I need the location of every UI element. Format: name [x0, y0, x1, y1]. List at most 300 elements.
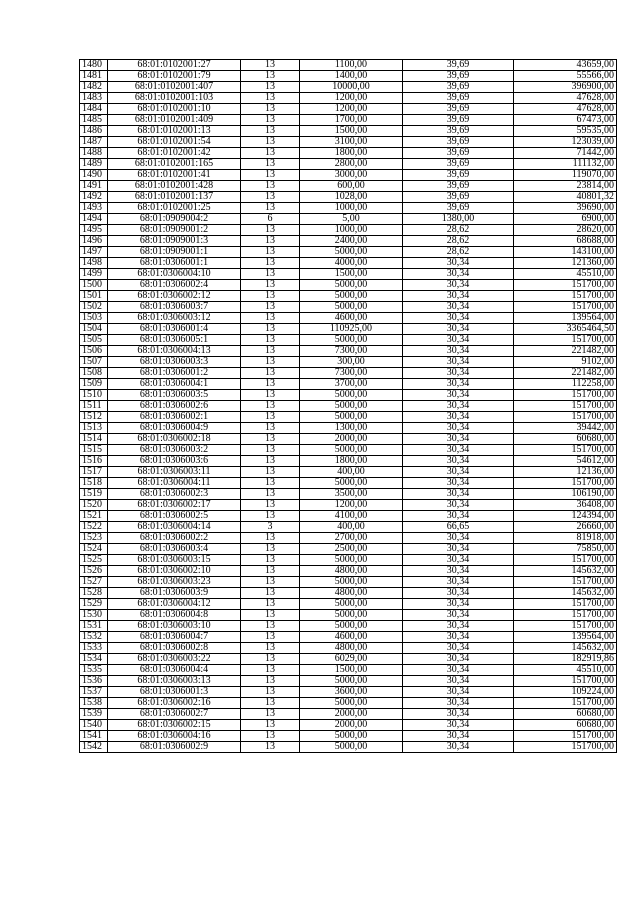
table-row — [80, 742, 617, 753]
rate-cell: 39,69 — [403, 126, 514, 137]
rate-cell: 30,34 — [403, 478, 514, 489]
area-cell: 4000,00 — [300, 258, 403, 269]
value-cell: 109224,00 — [514, 687, 617, 698]
rate-cell: 39,69 — [403, 203, 514, 214]
cadastral-number-cell: 68:01:0306003:23 — [108, 577, 241, 588]
table-row — [80, 577, 617, 588]
rate-cell: 30,34 — [403, 357, 514, 368]
value-cell: 151700,00 — [514, 555, 617, 566]
table-row — [80, 687, 617, 698]
area-cell: 1028,00 — [300, 192, 403, 203]
rate-cell: 39,69 — [403, 148, 514, 159]
row-number-cell: 1502 — [80, 302, 108, 313]
cadastral-number-cell: 68:01:0306002:6 — [108, 401, 241, 412]
category-code-cell: 13 — [241, 115, 300, 126]
cadastral-number-cell: 68:01:0306003:5 — [108, 390, 241, 401]
cadastral-number-cell: 68:01:0306005:1 — [108, 335, 241, 346]
cadastral-number-cell: 68:01:0306001:1 — [108, 258, 241, 269]
area-cell: 2000,00 — [300, 709, 403, 720]
rate-cell: 30,34 — [403, 401, 514, 412]
row-number-cell: 1480 — [80, 60, 108, 71]
value-cell: 182919,86 — [514, 654, 617, 665]
row-number-cell: 1541 — [80, 731, 108, 742]
value-cell: 151700,00 — [514, 412, 617, 423]
area-cell: 110925,00 — [300, 324, 403, 335]
table-row — [80, 610, 617, 621]
table-row — [80, 170, 617, 181]
category-code-cell: 13 — [241, 698, 300, 709]
category-code-cell: 13 — [241, 357, 300, 368]
category-code-cell: 13 — [241, 203, 300, 214]
rate-cell: 30,34 — [403, 467, 514, 478]
area-cell: 600,00 — [300, 181, 403, 192]
rate-cell: 39,69 — [403, 170, 514, 181]
category-code-cell: 13 — [241, 566, 300, 577]
row-number-cell: 1526 — [80, 566, 108, 577]
category-code-cell: 13 — [241, 93, 300, 104]
value-cell: 151700,00 — [514, 621, 617, 632]
rate-cell: 1380,00 — [403, 214, 514, 225]
rate-cell: 30,34 — [403, 335, 514, 346]
value-cell: 68688,00 — [514, 236, 617, 247]
category-code-cell: 13 — [241, 236, 300, 247]
row-number-cell: 1481 — [80, 71, 108, 82]
cadastral-number-cell: 68:01:0306002:8 — [108, 643, 241, 654]
row-number-cell: 1538 — [80, 698, 108, 709]
cadastral-number-cell: 68:01:0306002:15 — [108, 720, 241, 731]
category-code-cell: 13 — [241, 731, 300, 742]
cadastral-number-cell: 68:01:0102001:41 — [108, 170, 241, 181]
row-number-cell: 1516 — [80, 456, 108, 467]
category-code-cell: 13 — [241, 709, 300, 720]
table-row — [80, 731, 617, 742]
rate-cell: 39,69 — [403, 104, 514, 115]
category-code-cell: 13 — [241, 588, 300, 599]
table-row — [80, 456, 617, 467]
value-cell: 106190,00 — [514, 489, 617, 500]
row-number-cell: 1518 — [80, 478, 108, 489]
rate-cell: 30,34 — [403, 302, 514, 313]
category-code-cell: 3 — [241, 522, 300, 533]
rate-cell: 39,69 — [403, 137, 514, 148]
table-row — [80, 522, 617, 533]
table-row — [80, 588, 617, 599]
cadastral-number-cell: 68:01:0102001:42 — [108, 148, 241, 159]
rate-cell: 30,34 — [403, 324, 514, 335]
table-row — [80, 60, 617, 71]
cadastral-number-cell: 68:01:0102001:13 — [108, 126, 241, 137]
row-number-cell: 1506 — [80, 346, 108, 357]
value-cell: 151700,00 — [514, 478, 617, 489]
cadastral-number-cell: 68:01:0909001:1 — [108, 247, 241, 258]
category-code-cell: 13 — [241, 258, 300, 269]
area-cell: 5000,00 — [300, 412, 403, 423]
row-number-cell: 1496 — [80, 236, 108, 247]
value-cell: 75850,00 — [514, 544, 617, 555]
cadastral-number-cell: 68:01:0102001:428 — [108, 181, 241, 192]
table-row — [80, 82, 617, 93]
row-number-cell: 1530 — [80, 610, 108, 621]
area-cell: 3600,00 — [300, 687, 403, 698]
value-cell: 39442,00 — [514, 423, 617, 434]
table-row — [80, 258, 617, 269]
category-code-cell: 13 — [241, 654, 300, 665]
area-cell: 5,00 — [300, 214, 403, 225]
table-body — [80, 60, 617, 753]
category-code-cell: 13 — [241, 126, 300, 137]
category-code-cell: 13 — [241, 335, 300, 346]
area-cell: 5000,00 — [300, 401, 403, 412]
area-cell: 5000,00 — [300, 676, 403, 687]
category-code-cell: 13 — [241, 390, 300, 401]
area-cell: 1400,00 — [300, 71, 403, 82]
area-cell: 4800,00 — [300, 643, 403, 654]
rate-cell: 30,34 — [403, 313, 514, 324]
row-number-cell: 1524 — [80, 544, 108, 555]
value-cell: 151700,00 — [514, 577, 617, 588]
table-row — [80, 93, 617, 104]
area-cell: 1500,00 — [300, 269, 403, 280]
category-code-cell: 13 — [241, 71, 300, 82]
value-cell: 151700,00 — [514, 742, 617, 753]
area-cell: 5000,00 — [300, 621, 403, 632]
value-cell: 54612,00 — [514, 456, 617, 467]
category-code-cell: 13 — [241, 192, 300, 203]
category-code-cell: 13 — [241, 742, 300, 753]
category-code-cell: 13 — [241, 82, 300, 93]
value-cell: 151700,00 — [514, 302, 617, 313]
rate-cell: 30,34 — [403, 588, 514, 599]
table-row — [80, 236, 617, 247]
category-code-cell: 13 — [241, 291, 300, 302]
cadastral-number-cell: 68:01:0306002:2 — [108, 533, 241, 544]
table-row — [80, 709, 617, 720]
area-cell: 1700,00 — [300, 115, 403, 126]
row-number-cell: 1539 — [80, 709, 108, 720]
value-cell: 55566,00 — [514, 71, 617, 82]
row-number-cell: 1489 — [80, 159, 108, 170]
category-code-cell: 13 — [241, 632, 300, 643]
value-cell: 124394,00 — [514, 511, 617, 522]
row-number-cell: 1528 — [80, 588, 108, 599]
table-row — [80, 181, 617, 192]
value-cell: 39690,00 — [514, 203, 617, 214]
cadastral-number-cell: 68:01:0306004:1 — [108, 379, 241, 390]
cadastral-number-cell: 68:01:0306001:3 — [108, 687, 241, 698]
area-cell: 1200,00 — [300, 104, 403, 115]
category-code-cell: 13 — [241, 456, 300, 467]
table-row — [80, 599, 617, 610]
value-cell: 151700,00 — [514, 390, 617, 401]
area-cell: 5000,00 — [300, 280, 403, 291]
category-code-cell: 13 — [241, 401, 300, 412]
row-number-cell: 1501 — [80, 291, 108, 302]
cadastral-number-cell: 68:01:0306004:8 — [108, 610, 241, 621]
category-code-cell: 13 — [241, 247, 300, 258]
area-cell: 5000,00 — [300, 731, 403, 742]
cadastral-number-cell: 68:01:0306004:12 — [108, 599, 241, 610]
cadastral-number-cell: 68:01:0306002:7 — [108, 709, 241, 720]
value-cell: 151700,00 — [514, 731, 617, 742]
rate-cell: 39,69 — [403, 181, 514, 192]
row-number-cell: 1522 — [80, 522, 108, 533]
row-number-cell: 1482 — [80, 82, 108, 93]
value-cell: 45510,00 — [514, 269, 617, 280]
area-cell: 4100,00 — [300, 511, 403, 522]
rate-cell: 30,34 — [403, 742, 514, 753]
area-cell: 3700,00 — [300, 379, 403, 390]
area-cell: 4600,00 — [300, 632, 403, 643]
rate-cell: 28,62 — [403, 225, 514, 236]
cadastral-number-cell: 68:01:0102001:79 — [108, 71, 241, 82]
cadastral-number-cell: 68:01:0306002:9 — [108, 742, 241, 753]
row-number-cell: 1498 — [80, 258, 108, 269]
cadastral-number-cell: 68:01:0306004:10 — [108, 269, 241, 280]
category-code-cell: 13 — [241, 434, 300, 445]
table-row — [80, 324, 617, 335]
table-row — [80, 302, 617, 313]
row-number-cell: 1495 — [80, 225, 108, 236]
area-cell: 3100,00 — [300, 137, 403, 148]
table-row — [80, 104, 617, 115]
row-number-cell: 1499 — [80, 269, 108, 280]
area-cell: 1800,00 — [300, 148, 403, 159]
table-row — [80, 698, 617, 709]
table-row — [80, 654, 617, 665]
table-row — [80, 533, 617, 544]
cadastral-number-cell: 68:01:0306001:4 — [108, 324, 241, 335]
rate-cell: 30,34 — [403, 291, 514, 302]
cadastral-number-cell: 68:01:0102001:165 — [108, 159, 241, 170]
value-cell: 221482,00 — [514, 346, 617, 357]
rate-cell: 30,34 — [403, 368, 514, 379]
rate-cell: 30,34 — [403, 720, 514, 731]
area-cell: 1500,00 — [300, 665, 403, 676]
area-cell: 1800,00 — [300, 456, 403, 467]
row-number-cell: 1510 — [80, 390, 108, 401]
category-code-cell: 13 — [241, 489, 300, 500]
cadastral-number-cell: 68:01:0306002:12 — [108, 291, 241, 302]
cadastral-number-cell: 68:01:0306004:9 — [108, 423, 241, 434]
area-cell: 6029,00 — [300, 654, 403, 665]
category-code-cell: 13 — [241, 676, 300, 687]
cadastral-number-cell: 68:01:0306003:13 — [108, 676, 241, 687]
rate-cell: 30,34 — [403, 390, 514, 401]
row-number-cell: 1521 — [80, 511, 108, 522]
table-row — [80, 346, 617, 357]
category-code-cell: 13 — [241, 137, 300, 148]
rate-cell: 30,34 — [403, 423, 514, 434]
rate-cell: 30,34 — [403, 412, 514, 423]
table-row — [80, 280, 617, 291]
cadastral-number-cell: 68:01:0306003:9 — [108, 588, 241, 599]
value-cell: 139564,00 — [514, 632, 617, 643]
area-cell: 5000,00 — [300, 555, 403, 566]
value-cell: 143100,00 — [514, 247, 617, 258]
category-code-cell: 13 — [241, 302, 300, 313]
table-row — [80, 676, 617, 687]
area-cell: 5000,00 — [300, 478, 403, 489]
row-number-cell: 1513 — [80, 423, 108, 434]
rate-cell: 30,34 — [403, 676, 514, 687]
row-number-cell: 1537 — [80, 687, 108, 698]
value-cell: 12136,00 — [514, 467, 617, 478]
area-cell: 2500,00 — [300, 544, 403, 555]
value-cell: 139564,00 — [514, 313, 617, 324]
category-code-cell: 13 — [241, 720, 300, 731]
table-row — [80, 544, 617, 555]
row-number-cell: 1536 — [80, 676, 108, 687]
row-number-cell: 1527 — [80, 577, 108, 588]
cadastral-number-cell: 68:01:0306004:14 — [108, 522, 241, 533]
row-number-cell: 1533 — [80, 643, 108, 654]
table-row — [80, 445, 617, 456]
value-cell: 59535,00 — [514, 126, 617, 137]
cadastral-number-cell: 68:01:0306003:7 — [108, 302, 241, 313]
rate-cell: 30,34 — [403, 577, 514, 588]
category-code-cell: 13 — [241, 511, 300, 522]
cadastral-number-cell: 68:01:0306002:18 — [108, 434, 241, 445]
area-cell: 1200,00 — [300, 500, 403, 511]
area-cell: 5000,00 — [300, 742, 403, 753]
table-row — [80, 643, 617, 654]
category-code-cell: 13 — [241, 170, 300, 181]
rate-cell: 30,34 — [403, 533, 514, 544]
area-cell: 2000,00 — [300, 720, 403, 731]
table-row — [80, 632, 617, 643]
rate-cell: 30,34 — [403, 269, 514, 280]
rate-cell: 28,62 — [403, 247, 514, 258]
table-row — [80, 71, 617, 82]
value-cell: 112258,00 — [514, 379, 617, 390]
value-cell: 60680,00 — [514, 709, 617, 720]
cadastral-number-cell: 68:01:0102001:54 — [108, 137, 241, 148]
cadastral-number-cell: 68:01:0102001:137 — [108, 192, 241, 203]
value-cell: 151700,00 — [514, 291, 617, 302]
area-cell: 1000,00 — [300, 203, 403, 214]
table-row — [80, 566, 617, 577]
table-row — [80, 214, 617, 225]
area-cell: 3000,00 — [300, 170, 403, 181]
row-number-cell: 1490 — [80, 170, 108, 181]
table-row — [80, 401, 617, 412]
area-cell: 2800,00 — [300, 159, 403, 170]
cadastral-number-cell: 68:01:0306002:16 — [108, 698, 241, 709]
cadastral-number-cell: 68:01:0306004:16 — [108, 731, 241, 742]
category-code-cell: 13 — [241, 610, 300, 621]
rate-cell: 30,34 — [403, 698, 514, 709]
category-code-cell: 13 — [241, 280, 300, 291]
category-code-cell: 6 — [241, 214, 300, 225]
category-code-cell: 13 — [241, 60, 300, 71]
table-row — [80, 665, 617, 676]
category-code-cell: 13 — [241, 225, 300, 236]
rate-cell: 39,69 — [403, 82, 514, 93]
value-cell: 151700,00 — [514, 610, 617, 621]
row-number-cell: 1493 — [80, 203, 108, 214]
cadastral-number-cell: 68:01:0306003:2 — [108, 445, 241, 456]
rate-cell: 30,34 — [403, 258, 514, 269]
row-number-cell: 1523 — [80, 533, 108, 544]
row-number-cell: 1508 — [80, 368, 108, 379]
row-number-cell: 1517 — [80, 467, 108, 478]
cadastral-number-cell: 68:01:0102001:27 — [108, 60, 241, 71]
cadastral-number-cell: 68:01:0306002:10 — [108, 566, 241, 577]
value-cell: 47628,00 — [514, 104, 617, 115]
category-code-cell: 13 — [241, 533, 300, 544]
area-cell: 1300,00 — [300, 423, 403, 434]
row-number-cell: 1540 — [80, 720, 108, 731]
row-number-cell: 1515 — [80, 445, 108, 456]
category-code-cell: 13 — [241, 313, 300, 324]
area-cell: 300,00 — [300, 357, 403, 368]
area-cell: 5000,00 — [300, 610, 403, 621]
row-number-cell: 1492 — [80, 192, 108, 203]
rate-cell: 30,34 — [403, 555, 514, 566]
value-cell: 396900,00 — [514, 82, 617, 93]
rate-cell: 30,34 — [403, 346, 514, 357]
rate-cell: 30,34 — [403, 687, 514, 698]
rate-cell: 30,34 — [403, 456, 514, 467]
rate-cell: 30,34 — [403, 489, 514, 500]
table-row — [80, 335, 617, 346]
category-code-cell: 13 — [241, 643, 300, 654]
cadastral-number-cell: 68:01:0306002:17 — [108, 500, 241, 511]
category-code-cell: 13 — [241, 148, 300, 159]
category-code-cell: 13 — [241, 599, 300, 610]
area-cell: 4800,00 — [300, 588, 403, 599]
category-code-cell: 13 — [241, 379, 300, 390]
area-cell: 400,00 — [300, 522, 403, 533]
row-number-cell: 1520 — [80, 500, 108, 511]
category-code-cell: 13 — [241, 544, 300, 555]
cadastral-number-cell: 68:01:0306003:15 — [108, 555, 241, 566]
cadastral-number-cell: 68:01:0306002:1 — [108, 412, 241, 423]
rate-cell: 30,34 — [403, 599, 514, 610]
cadastral-number-cell: 68:01:0909004:2 — [108, 214, 241, 225]
cadastral-number-cell: 68:01:0306003:12 — [108, 313, 241, 324]
area-cell: 5000,00 — [300, 599, 403, 610]
row-number-cell: 1494 — [80, 214, 108, 225]
rate-cell: 30,34 — [403, 610, 514, 621]
rate-cell: 39,69 — [403, 192, 514, 203]
table-row — [80, 489, 617, 500]
area-cell: 5000,00 — [300, 302, 403, 313]
value-cell: 123039,00 — [514, 137, 617, 148]
value-cell: 43659,00 — [514, 60, 617, 71]
table-row — [80, 434, 617, 445]
area-cell: 4600,00 — [300, 313, 403, 324]
table-row — [80, 148, 617, 159]
row-number-cell: 1491 — [80, 181, 108, 192]
table-row — [80, 621, 617, 632]
area-cell: 1100,00 — [300, 60, 403, 71]
rate-cell: 30,34 — [403, 709, 514, 720]
table-row — [80, 555, 617, 566]
category-code-cell: 13 — [241, 555, 300, 566]
row-number-cell: 1486 — [80, 126, 108, 137]
area-cell: 2400,00 — [300, 236, 403, 247]
area-cell: 2000,00 — [300, 434, 403, 445]
rate-cell: 66,65 — [403, 522, 514, 533]
table-row — [80, 467, 617, 478]
area-cell: 1500,00 — [300, 126, 403, 137]
cadastral-number-cell: 68:01:0306002:4 — [108, 280, 241, 291]
row-number-cell: 1525 — [80, 555, 108, 566]
area-cell: 5000,00 — [300, 390, 403, 401]
area-cell: 1000,00 — [300, 225, 403, 236]
cadastral-number-cell: 68:01:0102001:25 — [108, 203, 241, 214]
